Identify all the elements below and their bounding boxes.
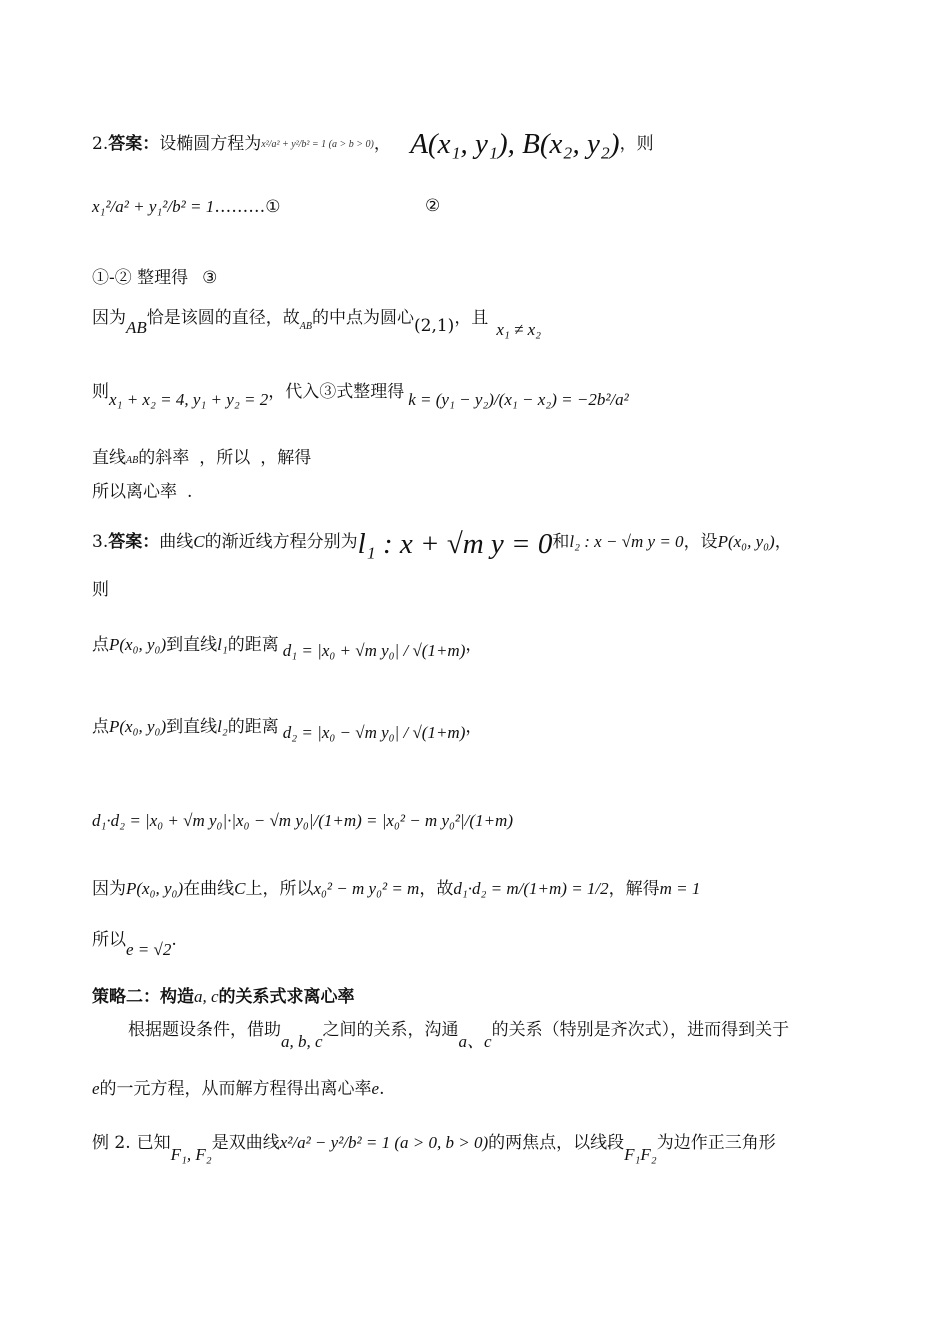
strategy2-para1-ac: a、c [458,1032,492,1051]
strategy2-heading [92,988,355,1006]
q2-ab-small: AB [299,321,312,332]
q3-d1-end: 的距离 [227,635,279,655]
q3-text1: 曲线 [159,532,194,552]
q2-ab: AB [126,318,147,337]
q3-then: 则 [92,580,109,600]
strategy2-para2-b: 的一元方程，从而解方程得出离心率 [99,1079,372,1099]
q3-number: 3. [92,532,109,552]
strategy2-para2-e2: e [371,1079,380,1098]
q3-line1 [92,530,792,559]
example2-line [92,1134,776,1163]
q2-substitute: ，代入③式整理得 [268,382,405,402]
q3-hence: ，故 [419,879,454,899]
example2-hyperbola: x²/a² − y²/b² = 1 (a > 0, b > 0) [279,1133,489,1152]
q3-m-val: m = 1 [659,879,701,898]
strategy2-para1-a: 根据题设条件，借助 [128,1020,281,1040]
q2-because-mid: 恰是该圆的直径，故 [146,308,300,328]
q2-because-end: 的中点为圆心 [312,308,414,328]
strategy2-para1-b: 之间的关系，沟通 [322,1020,459,1040]
q2-because-line [92,310,541,338]
strategy2-para2 [92,1080,385,1098]
q2-slope-ab: AB [126,455,139,466]
q3-d2-mid: 到直线 [166,717,218,737]
q3-so: 所以 [92,930,126,950]
q3-d2-end: 的距离 [227,717,279,737]
q2-eq1: x₁²/a² + y₁²/b² = 1 [92,197,215,216]
example2-text3: 的两焦点，以线段 [488,1133,625,1153]
strategy2-title-b: 的关系式求离心率 [218,987,355,1007]
q2-ecc-line [92,484,192,501]
example2-text1: 已知 [136,1133,171,1153]
q2-sums-line [92,384,629,408]
q2-neq: x₁ ≠ x₂ [496,320,542,339]
q2-intro-text: 设椭圆方程为 [159,134,262,154]
q3-prod-eq: d₁·d₂ = m/(1+m) = 1/2 [453,879,609,898]
q3-d2-pre: 点 [92,717,109,737]
example2-label: 例 2. [92,1133,131,1153]
q3-solve: ，解得 [608,879,660,899]
q3-l1: l₁ : x + √m y = 0 [357,528,553,560]
q3-curve-c: C [234,879,246,898]
strategy2-para2-e: e [92,1079,100,1098]
q3-d1-line-name: l₁ [217,635,228,654]
q2-points-formula: A(x₁, y₁), B(x₂, y₂) [410,128,620,160]
q3-d2-formula: d₂ = |x₀ − √m y₀| / √(1+m) [282,723,466,742]
q2-because: 因为 [92,308,126,328]
q2-eq2-marker: ② [425,196,441,216]
strategy2-para1 [128,1022,789,1050]
q3-on-curve-end: 上，所以 [245,879,314,899]
q2-subtract-line [92,270,217,287]
q3-because-point: P(x₀, y₀) [126,879,184,898]
q2-slope-text: 直线 [92,448,126,468]
q2-eq3-marker: ③ [202,268,218,288]
q3-and: 和 [552,532,570,552]
q3-p: P(x₀, y₀) [717,532,775,551]
q3-set: ，设 [683,532,718,552]
strategy2-para1-abc: a, b, c [281,1032,323,1051]
q3-comma: ， [774,532,792,552]
q3-answer-label: 答案： [108,532,160,552]
strategy2-title-ac: a, c [194,987,219,1006]
q2-equation-row [92,196,441,217]
example2-foci: F₁, F₂ [170,1145,212,1164]
example2-text2: 是双曲线 [211,1133,280,1153]
q3-d1-pre: 点 [92,635,109,655]
q2-sums: x₁ + x₂ = 4, y₁ + y₂ = 2 [109,390,269,409]
q2-k-formula: k = (y₁ − y₂)/(x₁ − x₂) = −2b²/a² [408,390,629,409]
q3-d1-line: 点P(x₀, y₀)到直线l₁的距离 d₁ = |x₀ + √m y₀| / √(1+m)， [92,635,483,660]
q2-center: (2,1) [414,316,455,336]
q2-slope-line [92,450,311,467]
q2-so: ，所以 [199,448,251,468]
q2-ellipse-equation: x²/a² + y²/b² = 1 (a > b > 0) [261,139,374,150]
q3-end: . [171,930,177,950]
strategy2-para1-c: 的关系（特别是齐次式），进而得到关于 [491,1020,790,1040]
q2-slope-mid: 的斜率 [138,448,190,468]
q2-solve: ，解得 [260,448,312,468]
q2-period: . [187,482,193,502]
q3-c: C [193,532,205,551]
q3-l2: l₂ : x − √m y = 0 [569,532,684,551]
q3-d1-mid: 到直线 [166,635,218,655]
q2-line1: 2.答案：设椭圆方程为x²/a² + y²/b² = 1 (a > b > 0)， A(x₁, y₁), B(x₂, y₂)，则 [92,128,654,160]
q2-eq1-marker: ………① [214,197,281,217]
q3-then-line [92,582,109,599]
q2-ecc-text: 所以离心率 [92,482,177,502]
q3-e-val: e = √2 [126,940,172,959]
q2-then: ，则 [619,134,654,154]
q2-answer-label: 答案： [108,134,160,154]
strategy2-title-a: 策略二：构造 [92,987,194,1007]
q3-d1-point: P(x₀, y₀) [109,635,167,654]
q3-d2-point: P(x₀, y₀) [109,717,167,736]
q3-because-line [92,880,700,898]
q2-subtract-text: ①-② 整理得 [92,268,189,288]
q3-because: 因为 [92,879,126,899]
q2-and: ，且 [454,308,489,328]
q3-d1-formula: d₁ = |x₀ + √m y₀| / √(1+m) [282,641,466,660]
example2-segment: F₁F₂ [624,1145,657,1164]
q3-text2: 的渐近线方程分别为 [204,532,358,552]
q3-hyp-eq: x₀² − m y₀² = m [313,879,420,898]
q3-d2-line-name: l₂ [217,717,228,736]
q3-product-line [92,812,513,830]
q3-product-formula: d₁·d₂ = |x₀ + √m y₀|·|x₀ − √m y₀|/(1+m) = |x₀² − m y₀²|/(1+m) [92,811,513,830]
q3-d2-line: 点P(x₀, y₀)到直线l₂的距离 d₂ = |x₀ − √m y₀| / √(1+m)， [92,717,483,742]
example2-text4: 为边作正三角形 [656,1133,776,1153]
q3-so-line [92,932,177,958]
q2-number: 2. [92,134,109,154]
strategy2-para2-end: . [379,1079,385,1099]
q2-then2: 则 [92,382,109,402]
q3-on-curve: 在曲线 [183,879,235,899]
